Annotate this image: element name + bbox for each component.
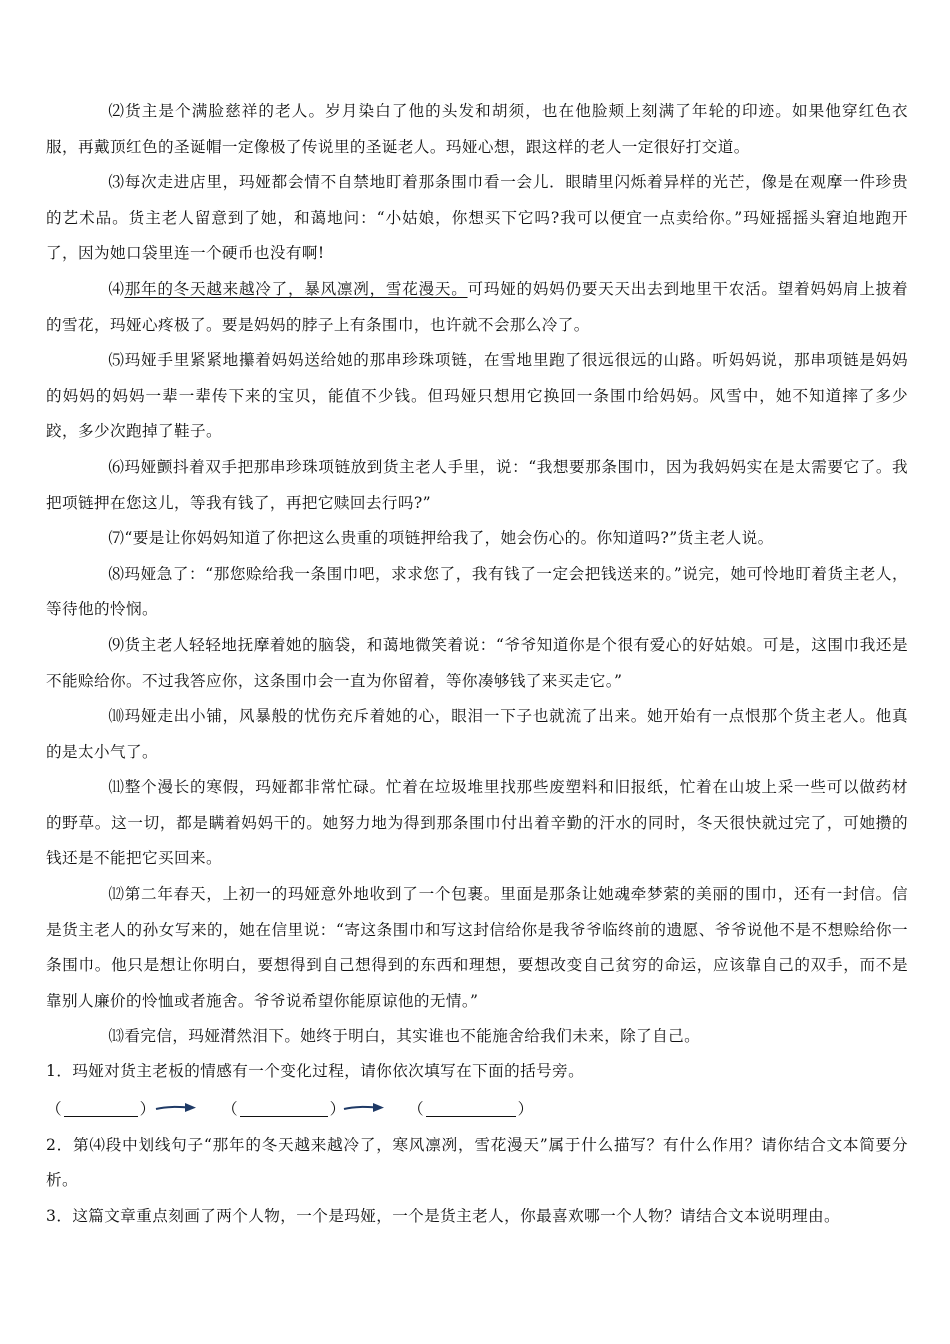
paragraph-text: 玛娅手里紧紧地攥着妈妈送给她的那串珍珠项链，在雪地里跑了很远很远的山路。听妈妈说，那串项链是妈妈的妈妈的妈妈一辈一辈传下来的宝贝，能值不少钱。但玛娅只想用它换回一条围巾给妈妈。风雪中，她不知道摔了多少跤，多少次跑掉了鞋子。 [46, 351, 908, 441]
article-paragraph [46, 165, 908, 272]
paragraph-text: 每次走进店里，玛娅都会情不自禁地盯着那条围巾看一会儿．眼睛里闪烁着异样的光芒，像是在观摩一件珍贵的艺术品。货主老人留意到了她，和蔼地问：“小姑娘，你想买下它吗?我可以便宜一点卖给你。”玛娅摇摇头窘迫地跑开了，因为她口袋里连一个硬币也没有啊! [46, 173, 908, 263]
paragraph-text: 可玛娅的妈妈仍要天天出去到地里干农活。望着妈妈肩上披着的雪花，玛娅心疼极了。要是妈妈的脖子上有条围巾，也许就不会那么冷了。 [46, 279, 908, 334]
paragraph-number: ⑺ [108, 529, 125, 548]
article-paragraph [46, 877, 908, 1019]
paragraph-number: ⑵ [108, 102, 125, 120]
paragraph-text: 玛娅急了：“那您赊给我一条围巾吧，求求您了，我有钱了一定会把钱送来的。”说完，她可怜地盯着货主老人，等待他的怜悯。 [46, 564, 908, 619]
article-paragraph [46, 628, 908, 699]
answer-chain [46, 1090, 908, 1128]
paragraph-number: ⑸ [108, 351, 125, 370]
answer-blank-3[interactable] [426, 1096, 516, 1117]
paragraph-number: ⑹ [108, 457, 125, 476]
paragraph-number: ⑻ [108, 564, 125, 583]
article-body [46, 94, 908, 1055]
paragraph-text: 玛娅颤抖着双手把那串珍珠项链放到货主老人手里，说：“我想要那条围巾，因为我妈妈实在是太需要它了。我把项链押在您这儿，等我有钱了，再把它赎回去行吗?” [46, 457, 908, 512]
paragraph-text: 玛娅走出小铺，风暴般的忧伤充斥着她的心，眼泪一下子也就流了出来。她开始有一点恨那个货主老人。他真的是太小气了。 [46, 707, 908, 761]
paragraph-number: ⑶ [108, 173, 125, 192]
paragraph-number: ⒀ [108, 1027, 125, 1046]
answer-slot-1[interactable]: （ ） [46, 1090, 155, 1128]
paragraph-text: 货主是个满脸慈祥的老人。岁月染白了他的头发和胡须，也在他脸颊上刻满了年轮的印迹。如果他穿红色衣服，再戴顶红色的圣诞帽一定像极了传说里的圣诞老人。玛娅心想，跟这样的老人一定很好打交道。 [46, 102, 908, 156]
underlined-sentence: 那年的冬天越来越冷了，暴风凛冽，雪花漫天。 [124, 279, 468, 298]
paragraph-number: ⑷ [108, 279, 125, 298]
answer-blank-1[interactable] [64, 1096, 138, 1117]
paragraph-text: 货主老人轻轻地抚摩着她的脑袋，和蔼地微笑着说：“爷爷知道你是个很有爱心的好姑娘。可是，这围巾我还是不能赊给你。不过我答应你，这条围巾会一直为你留着，等你凑够钱了来买走它。” [46, 635, 908, 690]
paragraph-text: 看完信，玛娅潸然泪下。她终于明白，其实谁也不能施舍给我们未来，除了自己。 [124, 1027, 701, 1046]
article-paragraph [46, 272, 908, 343]
article-paragraph [46, 699, 908, 770]
article-paragraph [46, 343, 908, 450]
answer-slot-3[interactable]: （ ） [408, 1090, 533, 1128]
question-3: 3．这篇文章重点刻画了两个人物，一个是玛娅，一个是货主老人，你最喜欢哪一个人物？请结合文本说明理由。 [46, 1206, 841, 1225]
paragraph-text: 第二年春天，上初一的玛娅意外地收到了一个包裹。里面是那条让她魂牵梦萦的美丽的围巾，还有一封信。信是货主老人的孙女写来的，她在信里说：“寄这条围巾和写这封信给你是我爷爷临终前的遗愿、爷爷说他不是不想赊给你一条围巾。他只是想让你明白，要想得到自己想得到的东西和理想，要想改变自己贫穷的命运，应该靠自己的双手，而不是靠别人廉价的怜恤或者施舍。爷爷说希望你能原谅他的无情。” [46, 885, 908, 1010]
paragraph-number: ⑼ [108, 635, 125, 654]
article-paragraph [46, 450, 908, 521]
article-paragraph [46, 94, 908, 165]
long-right-arrow-icon [154, 1101, 198, 1115]
question-2: 2．第⑷段中划线句子“那年的冬天越来越冷了，寒风凛冽，雪花漫天”属于什么描写？有什么作用？请你结合文本简要分析。 [46, 1135, 908, 1190]
article-paragraph [46, 1019, 908, 1055]
paragraph-number: ⑽ [108, 707, 125, 726]
answer-slot-2[interactable]: （ ） [222, 1090, 345, 1128]
paragraph-number: ⑿ [108, 885, 125, 904]
article-paragraph [46, 521, 908, 557]
article-paragraph [46, 557, 908, 628]
long-right-arrow-icon [342, 1101, 386, 1115]
paragraph-number: ⑾ [108, 778, 125, 797]
question-1: 1．玛娅对货主老板的情感有一个变化过程，请你依次填写在下面的括号旁。 [46, 1062, 585, 1081]
article-paragraph [46, 770, 908, 877]
answer-blank-2[interactable] [240, 1096, 328, 1117]
paragraph-text: 整个漫长的寒假，玛娅都非常忙碌。忙着在垃圾堆里找那些废塑料和旧报纸，忙着在山坡上采一些可以做药材的野草。这一切，都是瞒着妈妈干的。她努力地为得到那条围巾付出着辛勤的汗水的同时，冬天很快就过完了，可她攒的钱还是不能把它买回来。 [46, 778, 908, 868]
document-page [46, 94, 908, 1234]
paragraph-text: “要是让你妈妈知道了你把这么贵重的项链押给我了，她会伤心的。你知道吗?”货主老人说。 [124, 529, 774, 548]
